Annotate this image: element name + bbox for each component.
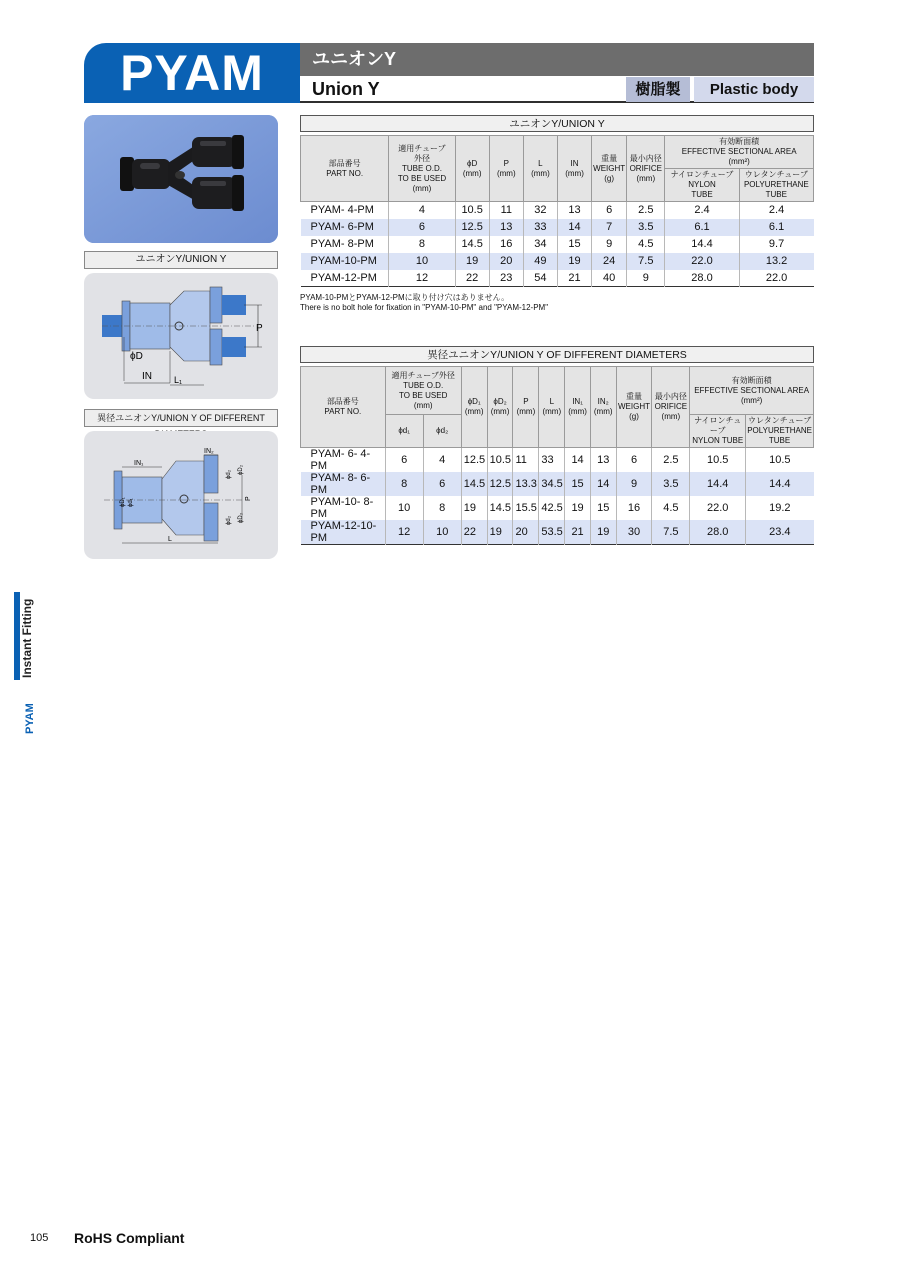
th2-d1: ϕd₁ (385, 415, 423, 448)
value-cell: 23.4 (746, 520, 814, 545)
value-cell: 13.3 (513, 472, 539, 496)
value-cell: 28.0 (690, 520, 746, 545)
value-cell: 15.5 (513, 496, 539, 520)
value-cell: 49 (523, 253, 557, 270)
value-cell: 14.4 (690, 472, 746, 496)
value-cell: 11 (513, 448, 539, 473)
title-en: Union Y (312, 79, 380, 99)
value-cell: 6.1 (739, 219, 813, 236)
section2-label: 異径ユニオンY/UNION Y OF DIFFERENT (84, 409, 278, 427)
value-cell: 15 (590, 496, 616, 520)
dimension-drawing-union-y (84, 273, 278, 399)
value-cell: 13 (557, 202, 591, 219)
th-nylon: ナイロンチューブ NYLON TUBE (665, 169, 739, 202)
th-orifice: 最小内径 ORIFICE (mm) (627, 136, 665, 202)
value-cell: 19 (461, 496, 487, 520)
value-cell: 14 (590, 472, 616, 496)
value-cell: 6 (616, 448, 652, 473)
value-cell: 22.0 (665, 253, 739, 270)
value-cell: 12 (385, 520, 423, 545)
label-d1: ϕd₁ (128, 498, 134, 507)
category-tab (0, 594, 34, 678)
table1-title: ユニオンY/UNION Y (300, 115, 814, 132)
value-cell: 42.5 (539, 496, 565, 520)
value-cell: 19 (487, 520, 513, 545)
value-cell: 12.5 (455, 219, 489, 236)
table-union-y-different (300, 366, 814, 545)
th-polyurethane: ウレタンチューブ POLYURETHANE TUBE (739, 169, 813, 202)
value-cell: 10.5 (746, 448, 814, 473)
value-cell: 28.0 (665, 270, 739, 287)
value-cell: 16 (616, 496, 652, 520)
part-number-cell: PYAM- 8-PM (310, 238, 374, 250)
th-l: L (mm) (523, 136, 557, 202)
value-cell: 23 (489, 270, 523, 287)
photo-label: ユニオンY/UNION Y (84, 251, 278, 269)
value-cell: 3.5 (652, 472, 690, 496)
value-cell: 9 (616, 472, 652, 496)
th2-tube: 適用チューブ外径 TUBE O.D. TO BE USED (mm) (385, 367, 461, 415)
value-cell: 13 (489, 219, 523, 236)
value-cell: 14 (557, 219, 591, 236)
value-cell: 21 (557, 270, 591, 287)
value-cell: 14.5 (461, 472, 487, 496)
table-row (301, 472, 814, 496)
value-cell: 30 (616, 520, 652, 545)
label-d2-top: ϕd₂ (226, 469, 232, 479)
th2-D1: ϕD₁ (mm) (461, 367, 487, 448)
th2-D2: ϕD₂ (mm) (487, 367, 513, 448)
th-part: 部品番号 PART NO. (301, 136, 389, 202)
table-row (301, 236, 814, 253)
value-cell: 9 (592, 236, 627, 253)
value-cell: 34 (523, 236, 557, 253)
value-cell: 53.5 (539, 520, 565, 545)
th2-d2: ϕd₂ (423, 415, 461, 448)
value-cell: 8 (423, 496, 461, 520)
value-cell: 21 (565, 520, 591, 545)
value-cell: 32 (523, 202, 557, 219)
value-cell: 22.0 (739, 270, 813, 287)
part-number-cell: PYAM- 6-PM (301, 219, 389, 236)
th-in: IN (mm) (557, 136, 591, 202)
value-cell: 9 (627, 270, 665, 287)
table-row (301, 219, 814, 236)
material-en: Plastic body (694, 77, 814, 102)
value-cell: 12.5 (487, 472, 513, 496)
dimension-drawing-union-y-different (84, 431, 278, 559)
table2-title: 異径ユニオンY/UNION Y OF DIFFERENT DIAMETERS (300, 346, 814, 363)
label-l: L (168, 536, 172, 543)
th-tube: 適用チューブ 外径 TUBE O.D. TO BE USED (mm) (389, 136, 455, 202)
part-number-cell: PYAM-10- 8-PM (310, 496, 374, 520)
th-area: 有効断面積 EFFECTIVE SECTIONAL AREA (mm²) (665, 136, 814, 169)
th-p: P (mm) (489, 136, 523, 202)
value-cell: 14.4 (665, 236, 739, 253)
value-cell: 10.5 (487, 448, 513, 473)
value-cell: 19 (557, 253, 591, 270)
value-cell: 4.5 (652, 496, 690, 520)
value-cell: 19.2 (746, 496, 814, 520)
label-in: IN (142, 371, 152, 382)
table-row (301, 253, 814, 270)
th2-orifice: 最小内径 ORIFICE (mm) (652, 367, 690, 448)
value-cell: 14.5 (455, 236, 489, 253)
label-D2-bottom: ϕD₂ (238, 512, 244, 523)
rohs-label: RoHS Compliant (74, 1230, 185, 1246)
label-p2: P (245, 496, 252, 501)
value-cell: 33 (539, 448, 565, 473)
value-cell: 10 (423, 520, 461, 545)
th2-area: 有効断面積 EFFECTIVE SECTIONAL AREA (mm²) (690, 367, 814, 415)
value-cell: 6.1 (665, 219, 739, 236)
part-number-cell: PYAM-10-PM (301, 253, 389, 270)
value-cell: 4 (389, 202, 455, 219)
value-cell: 10.5 (690, 448, 746, 473)
th2-in1: IN₁ (mm) (565, 367, 591, 448)
value-cell: 6 (389, 219, 455, 236)
value-cell: 8 (389, 236, 455, 253)
value-cell: 3.5 (627, 219, 665, 236)
th-d: ϕD (mm) (455, 136, 489, 202)
value-cell: 20 (489, 253, 523, 270)
value-cell: 14 (565, 448, 591, 473)
value-cell: 54 (523, 270, 557, 287)
label-d: ϕD (130, 351, 143, 362)
th2-l: L (mm) (539, 367, 565, 448)
value-cell: 13 (590, 448, 616, 473)
part-number-cell: PYAM-12-PM (310, 271, 377, 284)
material-jp: 樹脂製 (626, 77, 690, 102)
value-cell: 34.5 (539, 472, 565, 496)
category-label: Instant Fitting (20, 598, 34, 678)
value-cell: 24 (592, 253, 627, 270)
title-jp: ユニオンY (300, 43, 814, 76)
part-number-cell: PYAM- 8- 6-PM (301, 472, 386, 496)
table-row (301, 448, 814, 473)
table1-note: PYAM-10-PMとPYAM-12-PMに取り付け穴はありません。 There is no bolt hole for fixation in "PYAM-10-PM" and "PYAM-12-PM" (300, 293, 549, 312)
label-p: P (256, 323, 263, 334)
value-cell: 7 (592, 219, 627, 236)
label-in1: IN₁ (134, 460, 144, 467)
part-number-cell: PYAM-12-10-PM (301, 520, 386, 545)
table-row (301, 496, 814, 520)
value-cell: 22 (461, 520, 487, 545)
value-cell: 10.5 (455, 202, 489, 219)
value-cell: 8 (385, 472, 423, 496)
value-cell: 2.4 (665, 202, 739, 219)
part-number-cell: PYAM- 6- 4-PM (310, 448, 371, 472)
value-cell: 4.5 (627, 236, 665, 253)
value-cell: 33 (523, 219, 557, 236)
value-cell: 4 (423, 448, 461, 473)
value-cell: 14.4 (746, 472, 814, 496)
label-D1: ϕD₁ (120, 497, 126, 507)
value-cell: 16 (489, 236, 523, 253)
value-cell: 12 (389, 270, 455, 287)
th2-weight: 重量 WEIGHT (g) (616, 367, 652, 448)
part-number-cell: PYAM- 4-PM (310, 204, 374, 217)
value-cell: 12.5 (461, 448, 487, 473)
value-cell: 7.5 (627, 253, 665, 270)
side-product-code: PYAM (24, 703, 36, 734)
value-cell: 6 (592, 202, 627, 219)
value-cell: 6 (423, 472, 461, 496)
value-cell: 2.5 (652, 448, 690, 473)
value-cell: 13.2 (739, 253, 813, 270)
value-cell: 10 (389, 253, 455, 270)
value-cell: 2.5 (627, 202, 665, 219)
value-cell: 14.5 (487, 496, 513, 520)
th2-in2: IN₂ (mm) (590, 367, 616, 448)
value-cell: 10 (385, 496, 423, 520)
table-row (301, 270, 814, 287)
product-code: PYAM (84, 43, 300, 103)
table-row (301, 202, 814, 219)
value-cell: 15 (565, 472, 591, 496)
th2-p: P (mm) (513, 367, 539, 448)
table-union-y (300, 135, 814, 287)
label-l1: L₁ (174, 375, 183, 385)
value-cell: 19 (565, 496, 591, 520)
title-row (300, 76, 814, 103)
th2-part: 部品番号 PART NO. (301, 367, 386, 448)
value-cell: 7.5 (652, 520, 690, 545)
value-cell: 20 (513, 520, 539, 545)
table-row (301, 520, 814, 545)
label-D2-top: ϕD₂ (238, 464, 244, 475)
value-cell: 22 (455, 270, 489, 287)
value-cell: 19 (590, 520, 616, 545)
value-cell: 11 (489, 202, 523, 219)
value-cell: 19 (455, 253, 489, 270)
value-cell: 2.4 (739, 202, 813, 219)
th2-nylon: ナイロンチューブ NYLON TUBE (690, 415, 746, 448)
value-cell: 15 (557, 236, 591, 253)
page-number: 105 (30, 1232, 49, 1244)
value-cell: 6 (385, 448, 423, 473)
value-cell: 22.0 (690, 496, 746, 520)
value-cell: 9.7 (739, 236, 813, 253)
label-in2: IN₂ (204, 448, 214, 455)
label-d2-bottom: ϕd₂ (226, 515, 232, 525)
value-cell: 40 (592, 270, 627, 287)
th-weight: 重量 WEIGHT (g) (592, 136, 627, 202)
product-photo (84, 115, 278, 243)
th2-polyurethane: ウレタンチューブ POLYURETHANE TUBE (746, 415, 814, 448)
side-code-wrap (20, 690, 40, 740)
